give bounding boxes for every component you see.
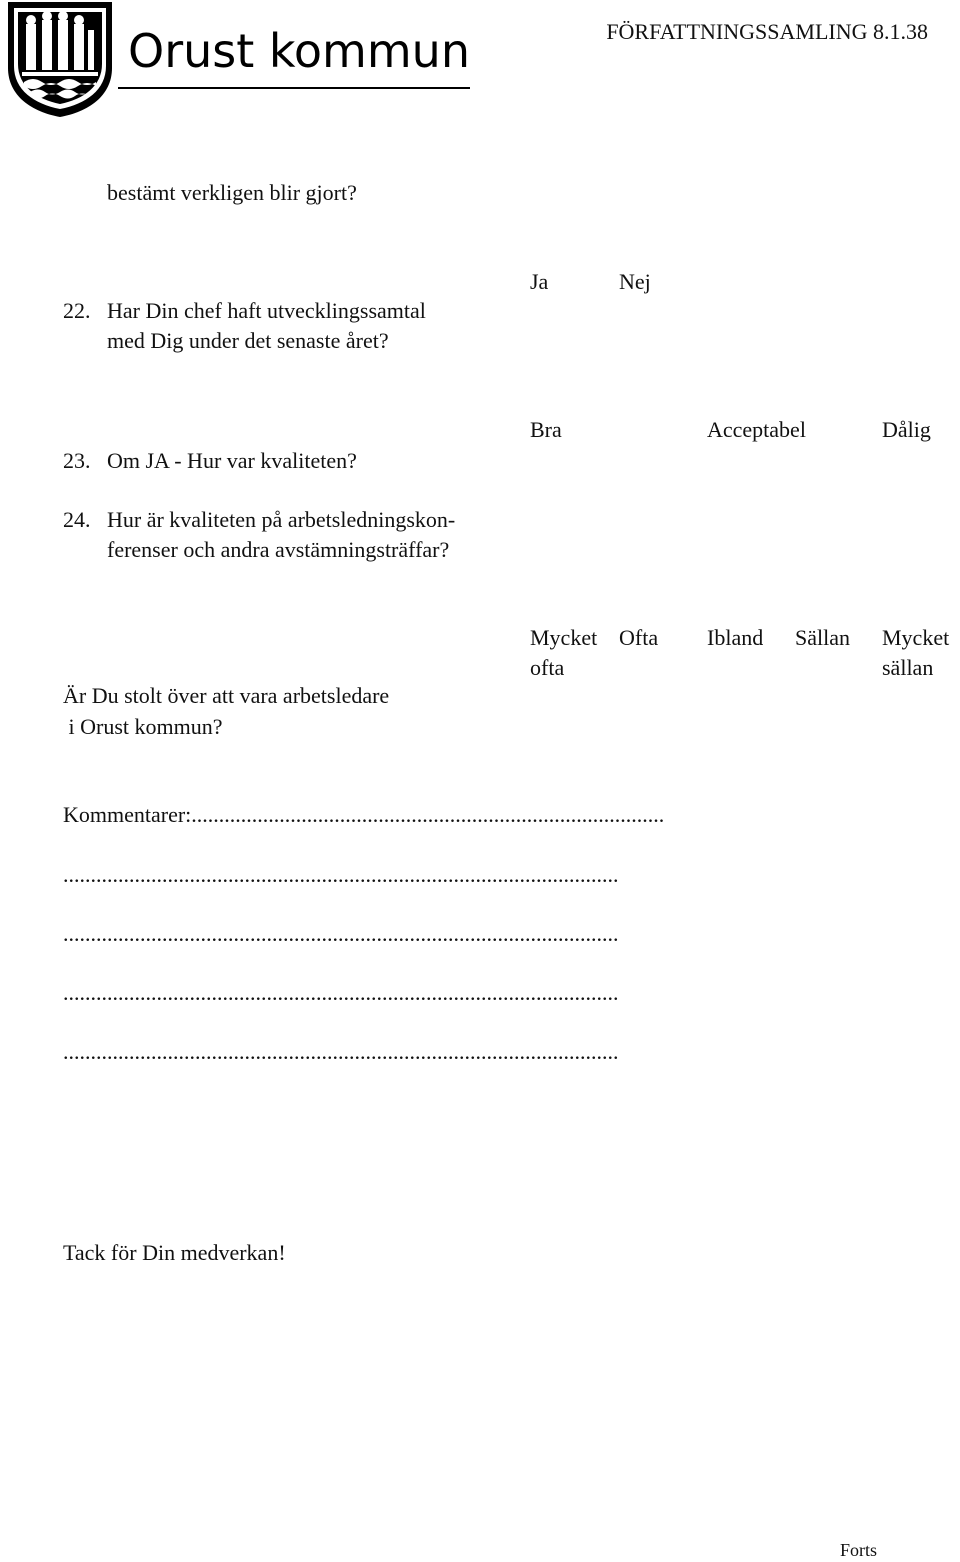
option-mycket-ofta[interactable] [530,623,597,683]
option-ofta[interactable] [619,623,658,653]
comment-line[interactable]: ..................................................................................................... [63,921,619,946]
comment-line[interactable]: ..................................................................................................... [63,980,619,1005]
option-mycket-sallan-line1: Mycket [882,625,950,650]
document-reference: FÖRFATTNINGSSAMLING 8.1.38 [606,19,928,44]
option-nej[interactable]: Nej [619,269,651,294]
municipality-logo-text: Orust kommun [128,24,470,78]
option-sallan-label: Sällan [795,625,850,650]
question-23-text: Om JA - Hur var kvaliteten? [107,448,357,473]
logo-underline [118,87,470,89]
option-ibland[interactable] [707,623,763,653]
continued-question-text: bestämt verkligen blir gjort? [107,180,357,205]
question-22-number: 22. [63,298,91,323]
comment-line[interactable]: ..................................................................................................... [63,862,619,887]
option-ibland-label: Ibland [707,625,764,650]
option-bra[interactable]: Bra [530,417,562,442]
comments-label[interactable]: Kommentarer:...................................................................................... [63,802,665,827]
pride-question-text-line2: i Orust kommun? [63,714,223,739]
option-mycket-ofta-line2: ofta [530,655,565,680]
option-ja[interactable]: Ja [530,269,549,294]
question-22-text-line1: Har Din chef haft utvecklingssamtal [107,298,426,323]
option-mycket-ofta-line1: Mycket [530,625,598,650]
question-24-text-line2: ferenser och andra avstämningsträffar? [107,537,450,562]
question-24-text-line1: Hur är kvaliteten på arbetsledningskon- [107,507,456,532]
question-22-text-line2: med Dig under det senaste året? [107,328,389,353]
option-dalig[interactable]: Dålig [882,417,931,442]
comment-line[interactable]: ..................................................................................................... [63,1039,619,1064]
continued-marker: Forts [840,1540,878,1560]
question-23-number: 23. [63,448,91,473]
option-ofta-label: Ofta [619,625,659,650]
option-sallan[interactable] [795,623,850,653]
closing-thanks: Tack för Din medverkan! [63,1240,286,1265]
municipal-coat-of-arms [4,0,116,118]
pride-question-text-line1: Är Du stolt över att vara arbetsledare [63,683,390,708]
option-mycket-sallan[interactable] [882,623,949,683]
option-mycket-sallan-line2: sällan [882,655,934,680]
question-24-number: 24. [63,507,91,532]
option-acceptabel[interactable]: Acceptabel [707,417,806,442]
